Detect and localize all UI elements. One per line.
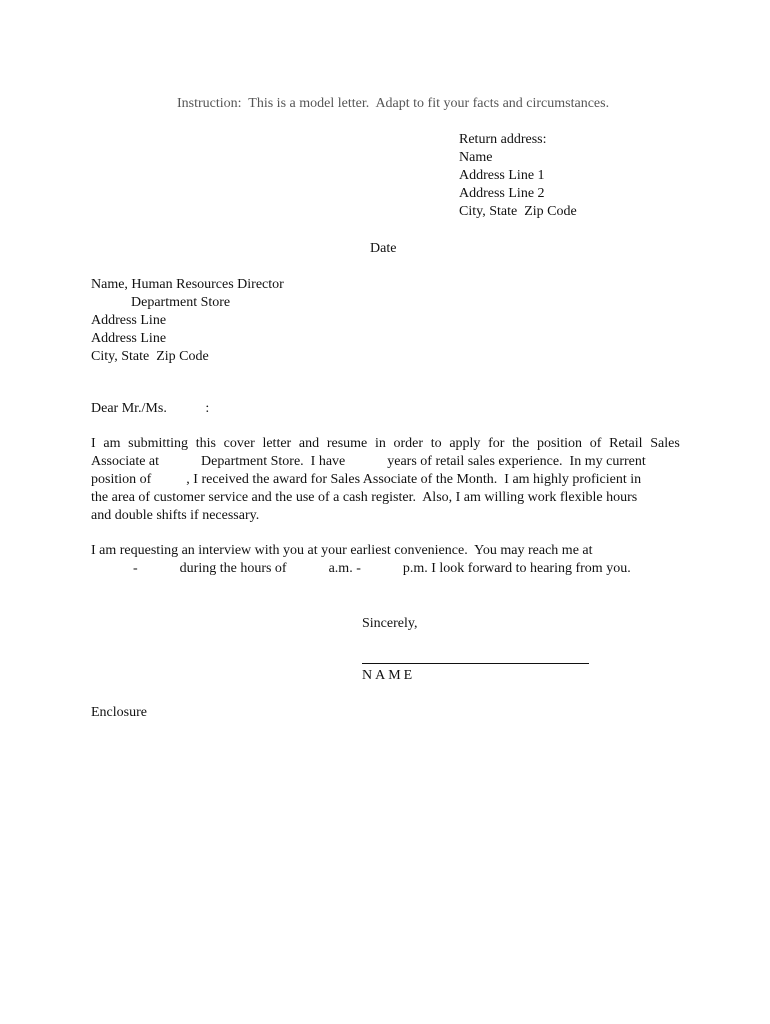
paragraph-1-line-5: and double shifts if necessary.	[91, 508, 260, 523]
recipient-city: City, State Zip Code	[91, 349, 209, 364]
return-address-line-1: Address Line 1	[459, 168, 545, 183]
paragraph-1-word: order	[393, 436, 424, 451]
paragraph-1-word: to	[430, 436, 442, 451]
paragraph-1-word: for	[488, 436, 505, 451]
paragraph-2-line-1: I am requesting an interview with you at your earliest convenience. You may reach me at	[91, 543, 593, 558]
paragraph-1-line-1	[91, 435, 680, 453]
paragraph-1-word: cover	[223, 436, 255, 451]
return-address-block	[459, 131, 577, 221]
signature-name: NAME	[362, 668, 416, 683]
recipient-name: Name, Human Resources Director	[91, 277, 284, 292]
paragraph-1-word: position	[536, 436, 583, 451]
body-paragraph-2	[91, 542, 631, 578]
paragraph-1-word: the	[512, 436, 530, 451]
recipient-address-line-1: Address Line	[91, 313, 167, 328]
paragraph-1-word: resume	[326, 436, 368, 451]
paragraph-1-word: submitting	[128, 436, 189, 451]
paragraph-1-line-4: the area of customer service and the use of a cash register. Also, I am willing work flexible hours	[91, 490, 638, 505]
paragraph-1-word: am	[103, 436, 121, 451]
recipient-address-line-2: Address Line	[91, 331, 167, 346]
return-address-name: Name	[459, 150, 493, 165]
letter-date: Date	[370, 241, 397, 256]
paragraph-1-word: in	[374, 436, 386, 451]
paragraph-1-word: Sales	[650, 436, 680, 451]
closing: Sincerely,	[362, 616, 418, 631]
enclosure-note: Enclosure	[91, 705, 147, 720]
paragraph-1-line-3: position of , I received the award for Sales Associate of the Month. I am highly proficient in	[91, 472, 642, 487]
paragraph-1-word: this	[195, 436, 216, 451]
paragraph-1-line-2: Associate at Department Store. I have years of retail sales experience. In my current	[91, 454, 646, 469]
recipient-company: Department Store	[131, 295, 231, 310]
paragraph-1-word: Retail	[609, 436, 643, 451]
recipient-address-block	[91, 276, 284, 366]
signature-line	[362, 663, 589, 664]
instruction-note: Instruction: This is a model letter. Adapt to fit your facts and circumstances.	[177, 96, 610, 111]
paragraph-1-word: letter	[262, 436, 292, 451]
paragraph-1-word: I	[91, 436, 96, 451]
paragraph-1-word: apply	[449, 436, 481, 451]
return-address-city: City, State Zip Code	[459, 204, 577, 219]
paragraph-1-word: of	[589, 436, 602, 451]
body-paragraph-1	[91, 435, 680, 525]
paragraph-2-line-2: - during the hours of a.m. - p.m. I look forward to hearing from you.	[91, 561, 631, 576]
return-address-label: Return address:	[459, 132, 547, 147]
return-address-line-2: Address Line 2	[459, 186, 545, 201]
paragraph-1-word: and	[298, 436, 320, 451]
salutation: Dear Mr./Ms. :	[91, 401, 210, 416]
